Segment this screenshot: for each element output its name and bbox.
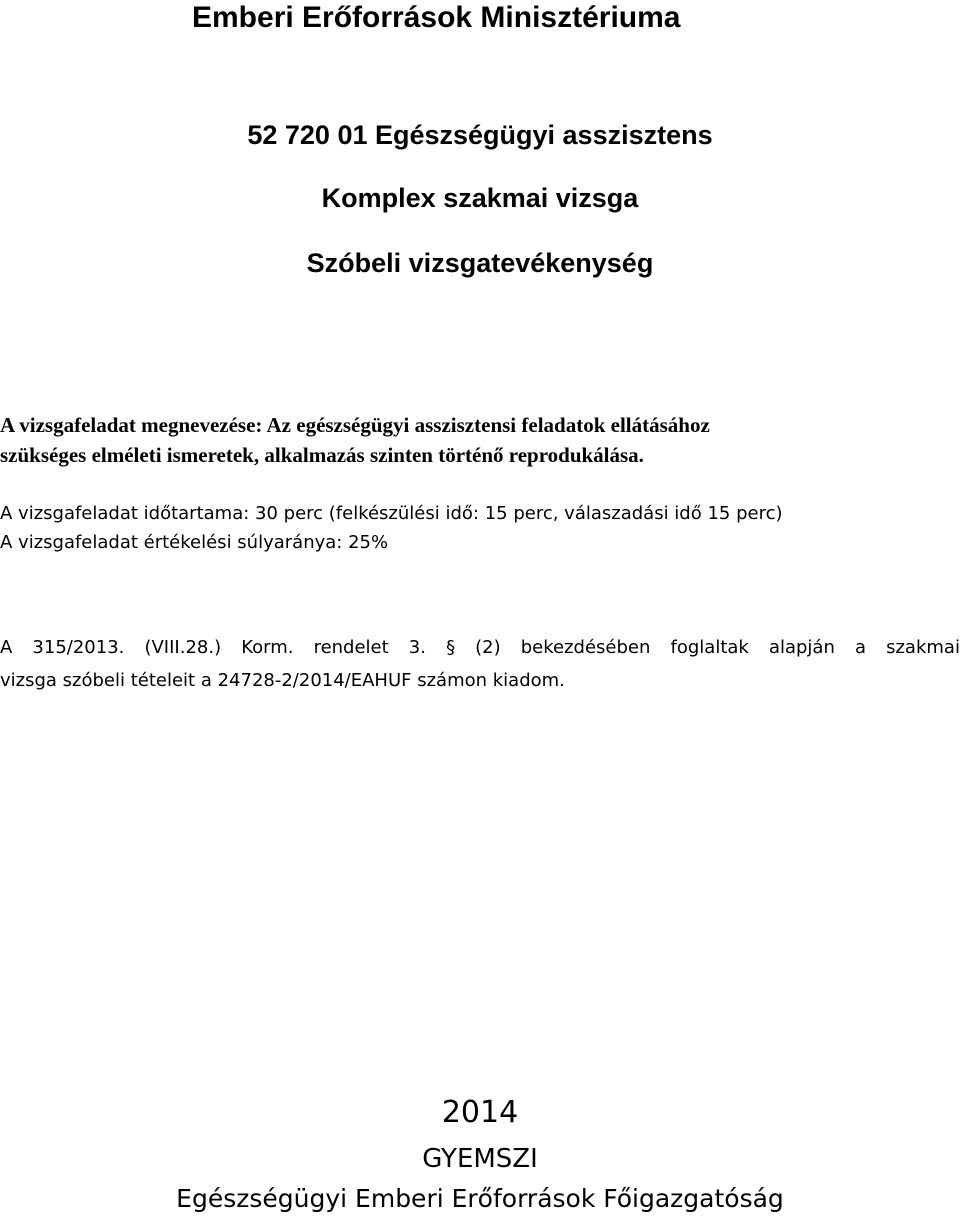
qualification-title: 52 720 01 Egészségügyi asszisztens [247, 120, 713, 150]
decree-word: (VIII.28.) [144, 637, 222, 658]
decree-word: a [854, 637, 866, 658]
footer-org-short: GYEMSZI [422, 1144, 538, 1174]
exam-title: Komplex szakmai vizsga [321, 183, 639, 213]
task-duration: A vizsgafeladat időtartama: 30 perc (felkészülési idő: 15 perc, válaszadási idő 15 perc) [0, 503, 783, 524]
decree-word: (2) [475, 637, 501, 658]
ministry-heading: Emberi Erőforrások Minisztériuma [192, 1, 681, 34]
decree-word: 315/2013. [32, 637, 125, 658]
decree-word: 3. [408, 637, 426, 658]
decree-line-2: vizsga szóbeli tételeit a 24728-2/2014/EAHUF számon kiadom. [0, 670, 565, 691]
decree-word: bekezdésében [520, 637, 651, 658]
decree-word: § [446, 637, 456, 658]
task-weight: A vizsgafeladat értékelési súlyaránya: 25% [0, 532, 389, 553]
task-name-line-2: szükséges elméleti ismeretek, alkalmazás szinten történő reprodukálása. [0, 443, 644, 467]
footer-org-full: Egészségügyi Emberi Erőforrások Főigazgatóság [176, 1184, 784, 1213]
task-name-line-1: A vizsgafeladat megnevezése: Az egészségügyi asszisztensi feladatok ellátásához [0, 413, 710, 437]
decree-word: rendelet [313, 637, 389, 658]
decree-line-1 [0, 631, 960, 664]
task-name-block [0, 410, 960, 470]
decree-paragraph [0, 631, 960, 697]
decree-word: A [0, 637, 13, 658]
decree-word: szakmai [886, 637, 960, 658]
footer-year: 2014 [441, 1095, 519, 1130]
decree-word: foglaltak [670, 637, 749, 658]
decree-word: alapján [768, 637, 835, 658]
decree-word: Korm. [241, 637, 294, 658]
activity-title: Szóbeli vizsgatevékenység [306, 248, 654, 278]
